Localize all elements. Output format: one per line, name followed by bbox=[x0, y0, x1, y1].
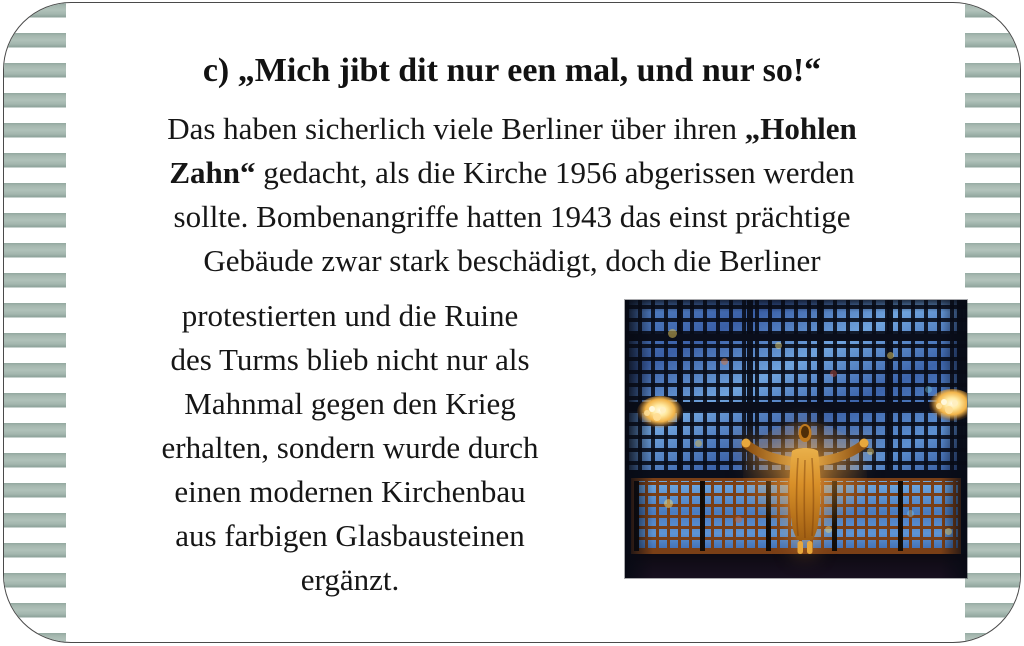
paragraph-narrow-column bbox=[76, 294, 624, 602]
paragraph-line: des Turms blieb nicht nur als bbox=[170, 342, 530, 377]
card bbox=[3, 2, 1021, 643]
paragraph-line: erhalten, sondern wurde durch bbox=[161, 430, 539, 465]
wall-lamp-right-icon bbox=[929, 389, 967, 421]
text-segment: gedacht, als die Kirche 1956 abgerissen werden bbox=[255, 155, 855, 190]
paragraph-line bbox=[70, 151, 954, 195]
stripe-border-right bbox=[965, 3, 1020, 642]
text-segment: Das haben sicherlich viele Berliner über ihren bbox=[167, 111, 745, 146]
paragraph-line: Mahnmal gegen den Krieg bbox=[184, 386, 516, 421]
paragraph-line: aus farbigen Glasbausteinen bbox=[175, 518, 525, 553]
stripe-border-left bbox=[4, 3, 66, 642]
paragraph-line: protestierten und die Ruine bbox=[181, 298, 519, 333]
paragraph-line: ergänzt. bbox=[300, 562, 400, 597]
text-segment-bold: Zahn“ bbox=[169, 155, 256, 190]
paragraph-line: Gebäude zwar stark beschädigt, doch die Berliner bbox=[203, 243, 821, 278]
card-title: c) „Mich jibt dit nur een mal, und nur so!“ bbox=[202, 52, 822, 89]
panel-separator bbox=[625, 334, 967, 341]
christ-statue-icon bbox=[740, 418, 870, 558]
paragraph-line: einen modernen Kirchenbau bbox=[174, 474, 526, 509]
wall-lamp-left-icon bbox=[637, 396, 683, 428]
paragraph-line: sollte. Bombenangriffe hatten 1943 das einst prächtige bbox=[173, 199, 851, 234]
text-segment-bold: „Hohlen bbox=[744, 111, 857, 146]
church-window-photo bbox=[625, 300, 967, 578]
paragraph-line bbox=[70, 107, 954, 151]
